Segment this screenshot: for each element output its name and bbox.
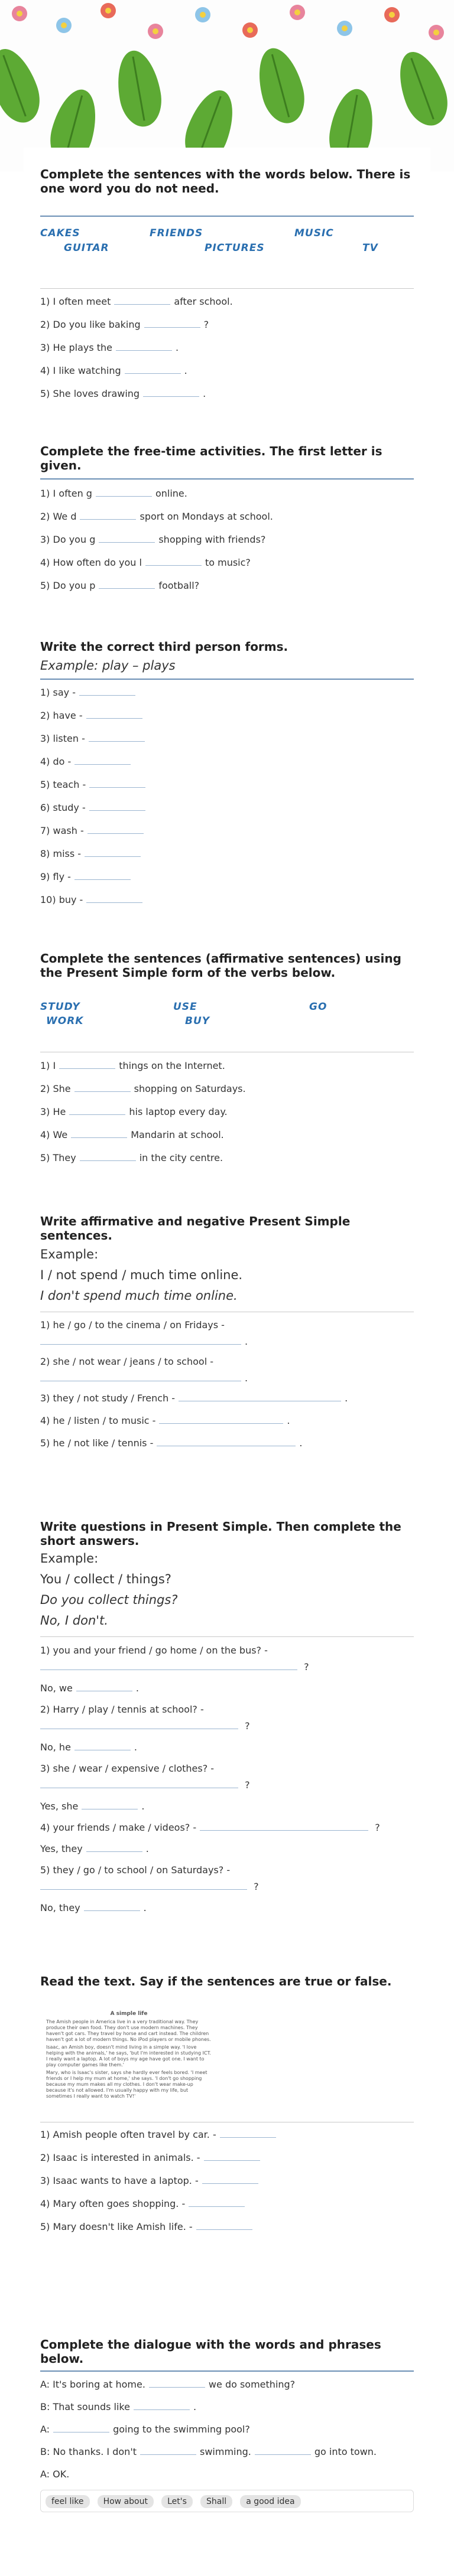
answer-blank[interactable] [96,488,152,497]
dialogue-line: A: OK. [40,2469,70,2480]
answer-blank[interactable] [40,1779,238,1788]
exercise-item: 3) Isaac wants to have a laptop. - [40,2175,262,2186]
answer-blank[interactable] [145,557,202,566]
section-title: Complete the free-time activities. The first letter is given. [40,444,382,472]
exercise-item: 4) do - [40,756,134,767]
answer-blank[interactable] [86,1843,142,1852]
answer-blank[interactable] [159,1415,283,1424]
answer-blank[interactable] [116,342,172,351]
answer-blank[interactable] [204,2152,260,2161]
answer-blank[interactable] [84,1902,140,1911]
exercise-item: 2) Do you like baking ? [40,319,209,330]
leaf-icon [390,45,454,132]
leaf-icon [112,47,166,130]
exercise-item: 5) Do you p football? [40,580,200,591]
answer-blank[interactable] [74,756,131,765]
exercise-item: 1) say - [40,687,139,698]
answer-blank[interactable] [179,1393,341,1401]
answer-blank[interactable] [99,534,155,543]
exercise-item: 5) teach - [40,779,149,790]
flower-icon [56,18,72,33]
answer-blank[interactable] [125,365,181,374]
exercise-item: Yes, she . [40,1801,145,1812]
word-chip: FRIENDS [150,227,203,239]
answer-blank[interactable] [59,1060,115,1069]
dialogue-line: B: No thanks. I don't swimming. go into town. [40,2446,377,2457]
flower-icon [337,21,352,36]
leaf-icon [0,43,47,129]
answer-blank[interactable] [89,802,145,811]
section-title: Write affirmative and negative Present Simple sentences. [40,1214,351,1243]
flower-icon [148,24,163,39]
answer-blank[interactable] [40,1720,238,1729]
header-banner [0,0,454,171]
word-chip: GUITAR [64,242,109,254]
word-bank-chip[interactable]: Shall [200,2495,232,2508]
divider [40,679,414,680]
answer-blank[interactable] [40,1881,247,1890]
answer-blank[interactable] [74,1742,131,1750]
flower-icon [242,22,258,38]
exercise-item: 8) miss - [40,848,144,859]
word-chip: BUY [185,1015,210,1027]
word-bank [40,2490,414,2512]
exercise-item: . [40,1372,248,1384]
exercise-item: 4) Mary often goes shopping. - [40,2198,248,2209]
section-title: Complete the sentences with the words below. There is one word you do not need. [40,167,411,195]
section-title: Complete the sentences (affirmative sentences) using the Present Simple form of the verbs below. [40,951,401,980]
exercise-item: Yes, they . [40,1843,149,1854]
exercise-item: . [40,1336,248,1347]
exercise-item: No, they . [40,1902,147,1913]
answer-blank[interactable] [79,687,135,696]
exercise-item: 2) We d sport on Mondays at school. [40,511,273,522]
section-questions [40,1519,414,1913]
exercise-item: 1) Amish people often travel by car. - [40,2129,280,2140]
exercise-item: ? [40,1881,259,1892]
answer-blank[interactable] [87,825,144,834]
exercise-item: ? [40,1779,250,1791]
answer-blank[interactable] [149,2379,205,2388]
word-chip: TV [362,242,378,254]
flower-icon [100,3,116,18]
exercise-item: 4) We Mandarin at school. [40,1129,224,1140]
reading-text-title: A simple life [110,2011,148,2017]
example-label: Example: [40,1247,99,1261]
exercise-item: 7) wash - [40,825,147,836]
exercise-item: 5) they / go / to school / on Saturdays? - [40,1864,231,1876]
section-title: Write the correct third person forms. [40,640,288,654]
answer-blank[interactable] [80,511,136,520]
example-text: Example: play – plays [40,658,176,673]
leaf-icon [251,43,310,128]
answer-blank[interactable] [53,2424,109,2432]
section-title: Write questions in Present Simple. Then complete the short answers. [40,1519,401,1548]
answer-blank[interactable] [157,1437,296,1446]
exercise-item: 4) your friends / make / videos? - ? [40,1822,380,1833]
answer-blank[interactable] [196,2221,252,2230]
exercise-item: 4) he / listen / to music - . [40,1415,290,1426]
flower-icon [290,5,305,20]
section-present-simple-verbs [40,951,414,1163]
exercise-item: 10) buy - [40,894,146,905]
answer-blank[interactable] [200,1822,368,1831]
word-chip: STUDY [40,1001,80,1013]
section-third-person [40,640,414,905]
reading-paragraph: The Amish people in America live in a very traditional way. They produce their own food. They don't use modern machines. They haven't got cars. They travel by horse and cart instead. The children haven't got a lot of modern things. No iPod players or mobile phones. [46,2019,211,2042]
exercise-item: 3) Do you g shopping with friends? [40,534,266,545]
exercise-item: 6) study - [40,802,149,813]
answer-blank[interactable] [144,319,200,328]
flower-icon [429,25,444,40]
exercise-item: 1) he / go / to the cinema / on Fridays - [40,1319,225,1331]
exercise-item: 2) she / not wear / jeans / to school - [40,1356,213,1367]
exercise-item: 1) I often g online. [40,488,187,499]
answer-blank[interactable] [86,894,142,903]
section-complete-words [40,167,414,399]
answer-blank[interactable] [114,296,170,305]
divider [40,1636,414,1637]
answer-blank[interactable] [82,1801,138,1809]
section-title: Complete the dialogue with the words and phrases below. [40,2337,381,2366]
section-reading [40,1974,414,2232]
reading-paragraph: Isaac, an Amish boy, doesn't mind living in a simple way. 'I love helping with the animals,' he says, 'but I'm interested in studying ICT. I really want a laptop. A lot of boys my age have got one. I want to play computer games like them.' [46,2045,212,2068]
answer-blank[interactable] [74,1083,131,1092]
exercise-item: ? [40,1720,250,1732]
flower-icon [195,7,210,22]
word-chip: WORK [46,1015,84,1027]
answer-blank[interactable] [74,871,131,880]
word-chip: MUSIC [294,227,334,239]
answer-blank[interactable] [40,1661,297,1670]
exercise-item: 5) She loves drawing . [40,388,206,399]
word-chip: CAKES [40,227,80,239]
exercise-item: 5) They in the city centre. [40,1152,223,1163]
exercise-item: 3) she / wear / expensive / clothes? - [40,1763,215,1774]
exercise-item: 2) She shopping on Saturdays. [40,1083,246,1094]
example-answer: I don't spend much time online. [40,1289,238,1303]
reading-paragraph: Mary, who is Isaac's sister, says she hardly ever feels bored. 'I meet friends or I help my mum at home,' she says. 'I don't go shopping because my mum makes all my clothes. I don't wear make-up because it's not allowed. I'm usually happy with my life, but sometimes I really want to watch TV!' [46,2070,207,2099]
answer-blank[interactable] [202,2175,258,2184]
answer-blank[interactable] [189,2198,245,2207]
example-answer: Do you collect things? [40,1593,178,1607]
answer-blank[interactable] [85,848,141,857]
section-affirmative-negative [40,1214,414,1449]
example-prompt: You / collect / things? [40,1572,171,1586]
exercise-item: 3) they / not study / French - . [40,1393,348,1404]
word-bank-chip[interactable]: a good idea [240,2495,300,2508]
exercise-item: 2) have - [40,710,146,721]
exercise-item: 5) he / not like / tennis - . [40,1437,303,1449]
answer-blank[interactable] [80,1152,136,1161]
answer-blank[interactable] [220,2129,276,2138]
word-bank-chip[interactable]: How about [98,2495,154,2508]
exercise-item: 1) you and your friend / go home / on the bus? - [40,1645,268,1656]
answer-blank[interactable] [134,2401,190,2410]
answer-blank[interactable] [143,388,199,397]
dialogue-line: A: going to the swimming pool? [40,2424,250,2435]
answer-blank[interactable] [86,710,142,719]
divider [40,478,414,480]
word-chip: USE [173,1001,197,1013]
dialogue-line: A: It's boring at home. we do something? [40,2379,296,2390]
exercise-item: No, he . [40,1742,138,1753]
divider [40,288,414,289]
word-bank-chip[interactable]: feel like [46,2495,90,2508]
exercise-item: 2) Harry / play / tennis at school? - [40,1704,204,1715]
exercise-item: No, we . [40,1682,139,1694]
answer-blank[interactable] [40,1336,241,1345]
exercise-item: 9) fly - [40,871,134,882]
exercise-item: 3) listen - [40,733,148,744]
exercise-item: 4) I like watching . [40,365,187,376]
exercise-item: 1) I things on the Internet. [40,1060,225,1071]
word-chip: GO [309,1001,327,1013]
answer-blank[interactable] [71,1129,127,1138]
flower-icon [384,7,400,22]
divider [40,2370,414,2372]
exercise-item: 3) He his laptop every day. [40,1106,228,1117]
answer-blank[interactable] [89,779,145,788]
exercise-item: 5) Mary doesn't like Amish life. - [40,2221,256,2232]
example-label: Example: [40,1551,99,1566]
reading-text-image [46,2011,212,2111]
exercise-item: 1) I often meet after school. [40,296,233,307]
divider [40,216,414,217]
answer-blank[interactable] [40,1372,241,1381]
section-free-time [40,444,414,591]
section-dialogue [40,2337,414,2506]
answer-blank[interactable] [140,2446,196,2455]
exercise-item: ? [40,1661,309,1672]
exercise-item: 4) How often do you l to music? [40,557,251,568]
example-prompt: I / not spend / much time online. [40,1268,243,1282]
answer-blank[interactable] [89,733,145,742]
word-bank-chip[interactable]: Let's [161,2495,193,2508]
flower-icon [12,6,27,21]
answer-blank[interactable] [255,2446,311,2455]
example-short-answer: No, I don't. [40,1613,108,1628]
exercise-item: 3) He plays the . [40,342,179,353]
dialogue-line: B: That sounds like . [40,2401,197,2412]
answer-blank[interactable] [69,1106,125,1115]
word-chip: PICTURES [205,242,265,254]
answer-blank[interactable] [76,1682,132,1691]
section-title: Read the text. Say if the sentences are true or false. [40,1974,392,1988]
answer-blank[interactable] [99,580,155,589]
exercise-item: 2) Isaac is interested in animals. - [40,2152,264,2163]
